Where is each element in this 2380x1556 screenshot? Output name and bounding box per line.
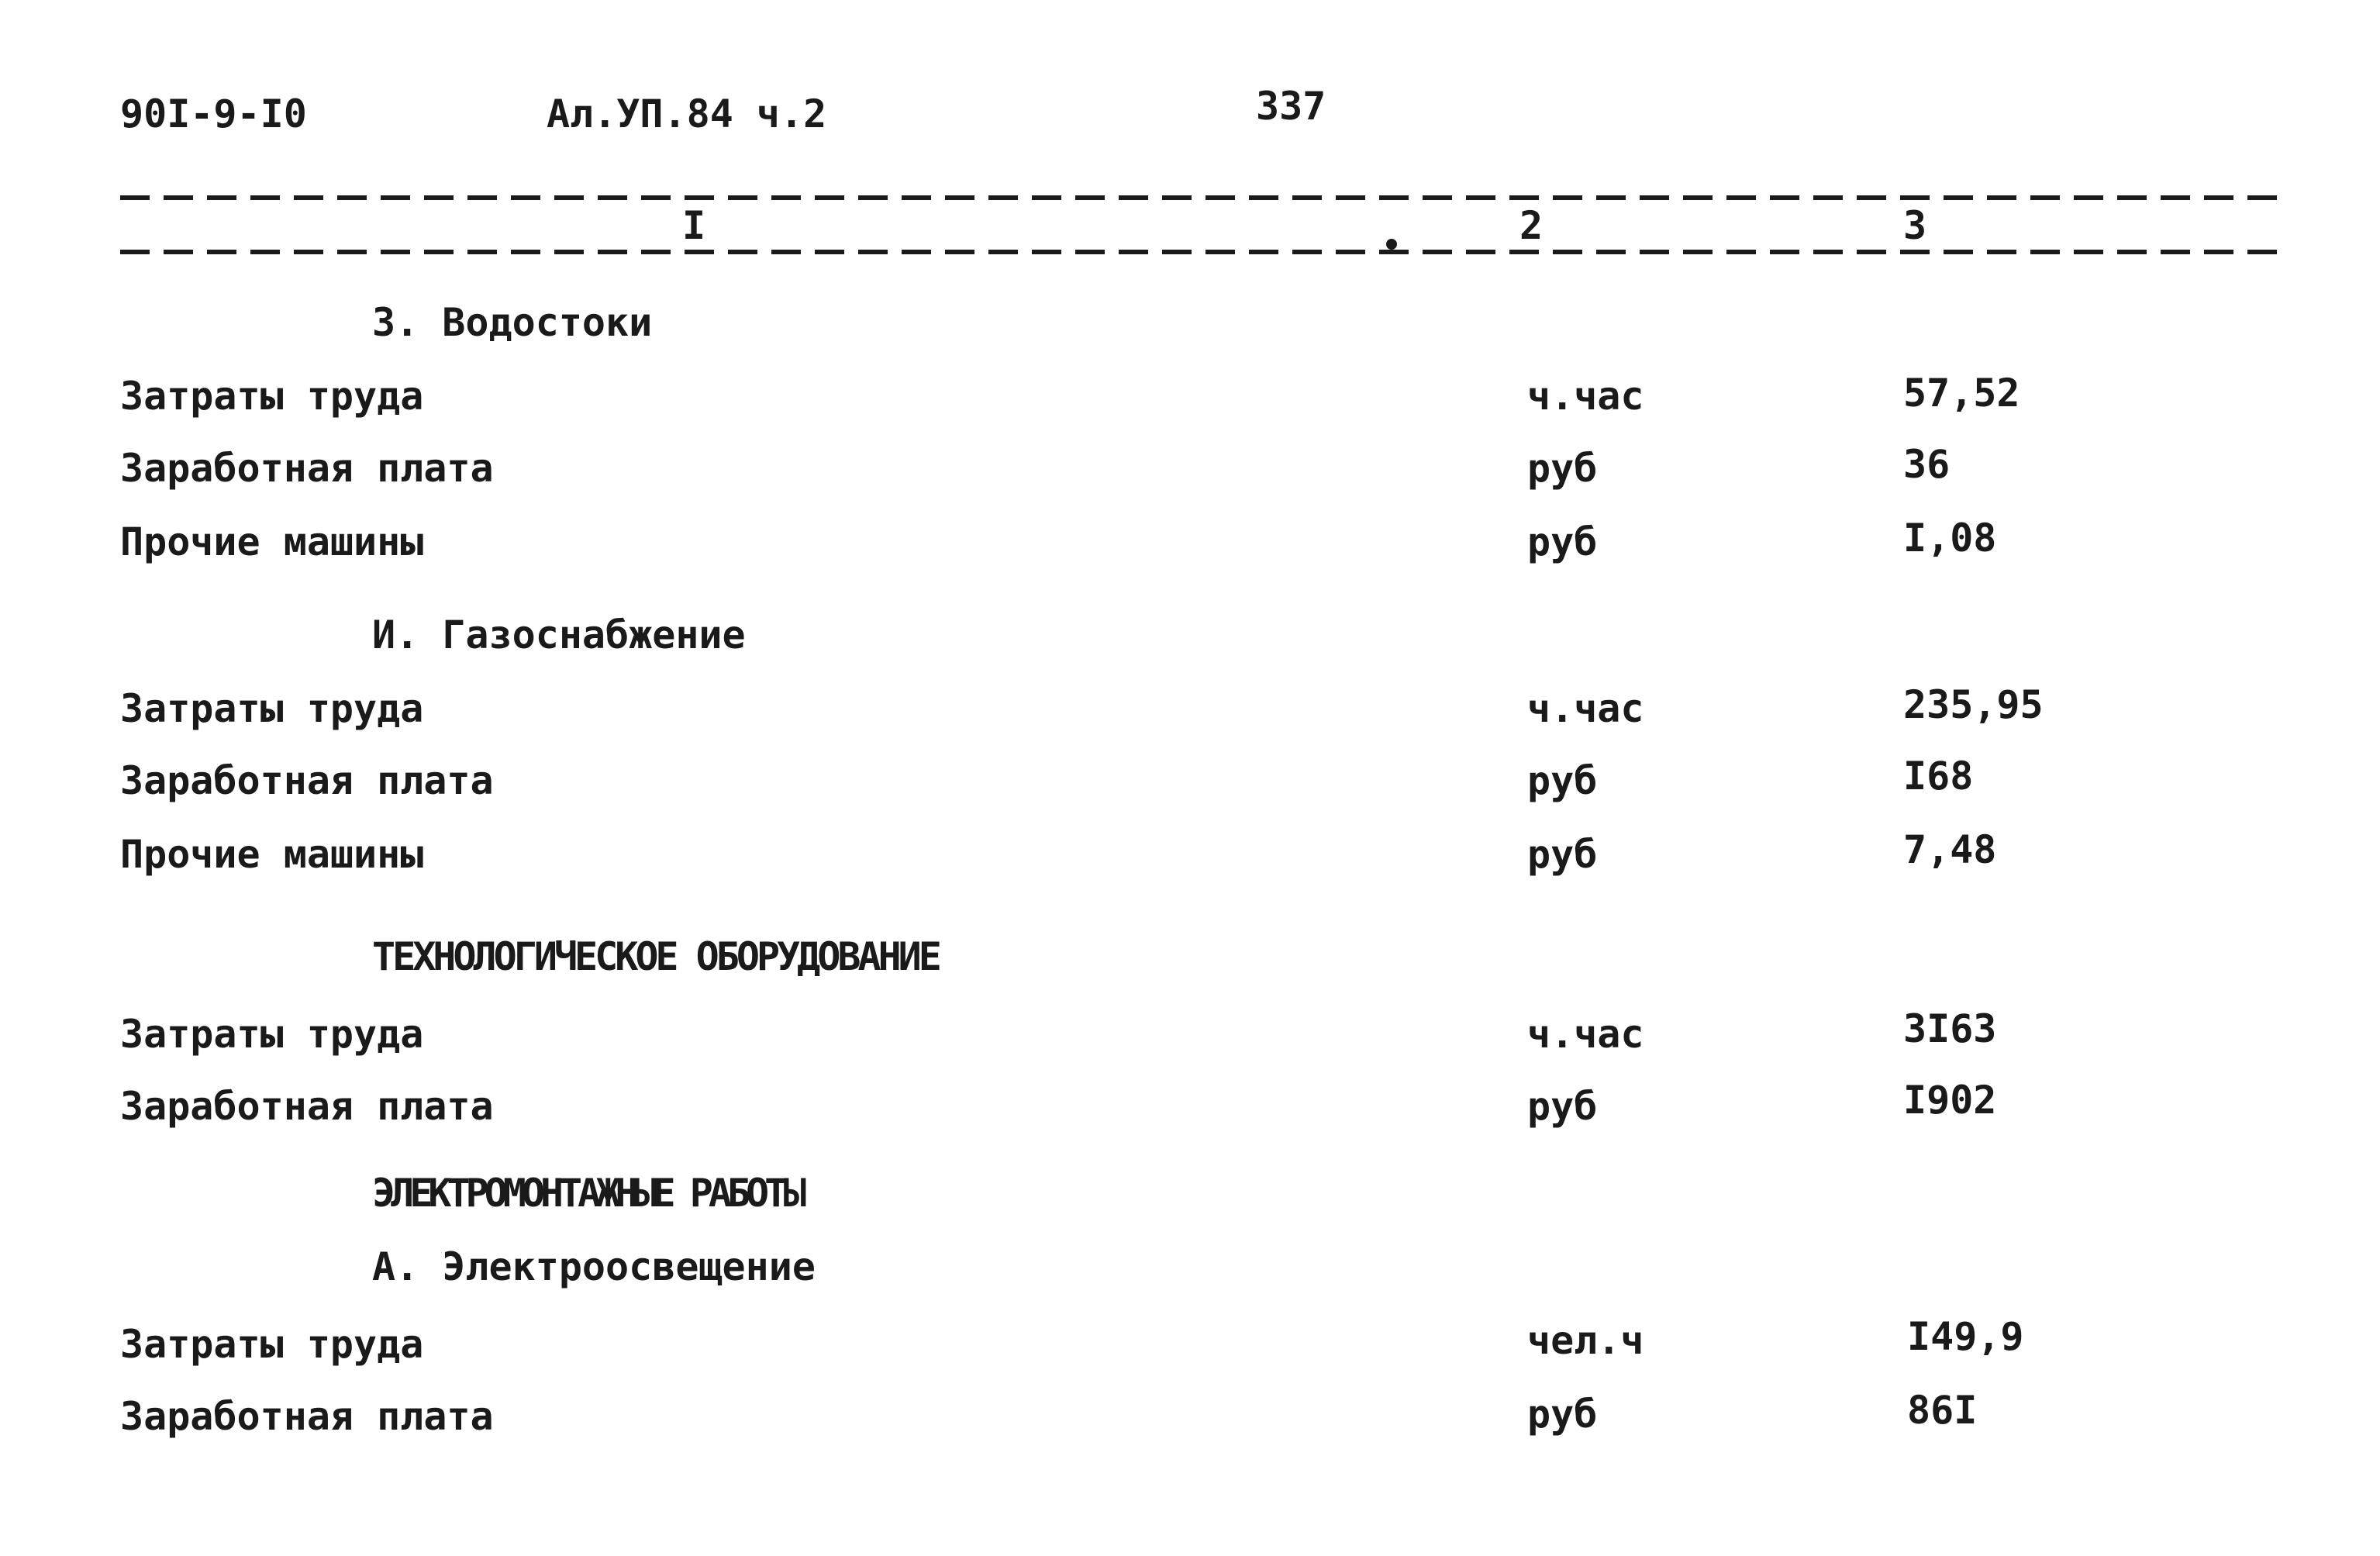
row-label: Заработная плата <box>120 1394 494 1439</box>
row-unit: ч.час <box>1527 686 1644 731</box>
row-label: Затраты труда <box>120 1322 424 1367</box>
row-unit: ч.час <box>1527 374 1644 419</box>
table-top-rule <box>120 195 2283 200</box>
row-value: 86I <box>1907 1388 1978 1433</box>
row-value: I,08 <box>1903 516 1997 561</box>
row-label: Прочие машины <box>120 832 424 877</box>
row-unit: ч.час <box>1527 1012 1644 1057</box>
section-title: ТЕХНОЛОГИЧЕСКОЕ ОБОРУДОВАНИЕ <box>372 934 939 979</box>
row-unit: чел.ч <box>1527 1318 1644 1363</box>
row-value: 36 <box>1903 442 1951 487</box>
row-unit: руб <box>1527 519 1598 564</box>
column-separator-dot <box>1386 239 1397 250</box>
page-number: 337 <box>1256 84 1326 129</box>
document-code: 90I-9-I0 <box>120 91 307 136</box>
row-value: I68 <box>1903 754 1974 799</box>
row-label: Затраты труда <box>120 374 424 419</box>
column-header-2: 2 <box>1519 203 1544 248</box>
row-label: Прочие машины <box>120 519 424 564</box>
section-title: ЭЛЕКТРОМОНТАЖНЫЕ РАБОТЫ <box>372 1171 802 1216</box>
row-value: 7,48 <box>1903 827 1997 872</box>
row-label: Заработная плата <box>120 758 494 803</box>
row-unit: руб <box>1527 1084 1598 1129</box>
column-header-3: 3 <box>1903 203 1927 248</box>
row-unit: руб <box>1527 832 1598 877</box>
row-value: 57,52 <box>1903 371 2020 416</box>
row-value: I902 <box>1903 1078 1997 1123</box>
row-unit: руб <box>1527 1392 1598 1437</box>
row-value: 3I63 <box>1903 1006 1997 1051</box>
row-label: Затраты труда <box>120 686 424 731</box>
row-label: Затраты труда <box>120 1012 424 1057</box>
album-reference: Ал.УП.84 ч.2 <box>547 91 827 136</box>
row-unit: руб <box>1527 758 1598 803</box>
row-label: Заработная плата <box>120 446 494 491</box>
row-unit: руб <box>1527 446 1598 491</box>
row-label: Заработная плата <box>120 1084 494 1129</box>
column-header-1: I <box>682 203 706 248</box>
section-title: 3. Водостоки <box>372 300 653 345</box>
section-title: И. Газоснабжение <box>372 612 746 657</box>
row-value: I49,9 <box>1907 1314 2024 1359</box>
row-value: 235,95 <box>1903 682 2044 727</box>
section-subtitle: А. Электроосвещение <box>372 1244 816 1289</box>
table-header-rule <box>120 250 2283 254</box>
